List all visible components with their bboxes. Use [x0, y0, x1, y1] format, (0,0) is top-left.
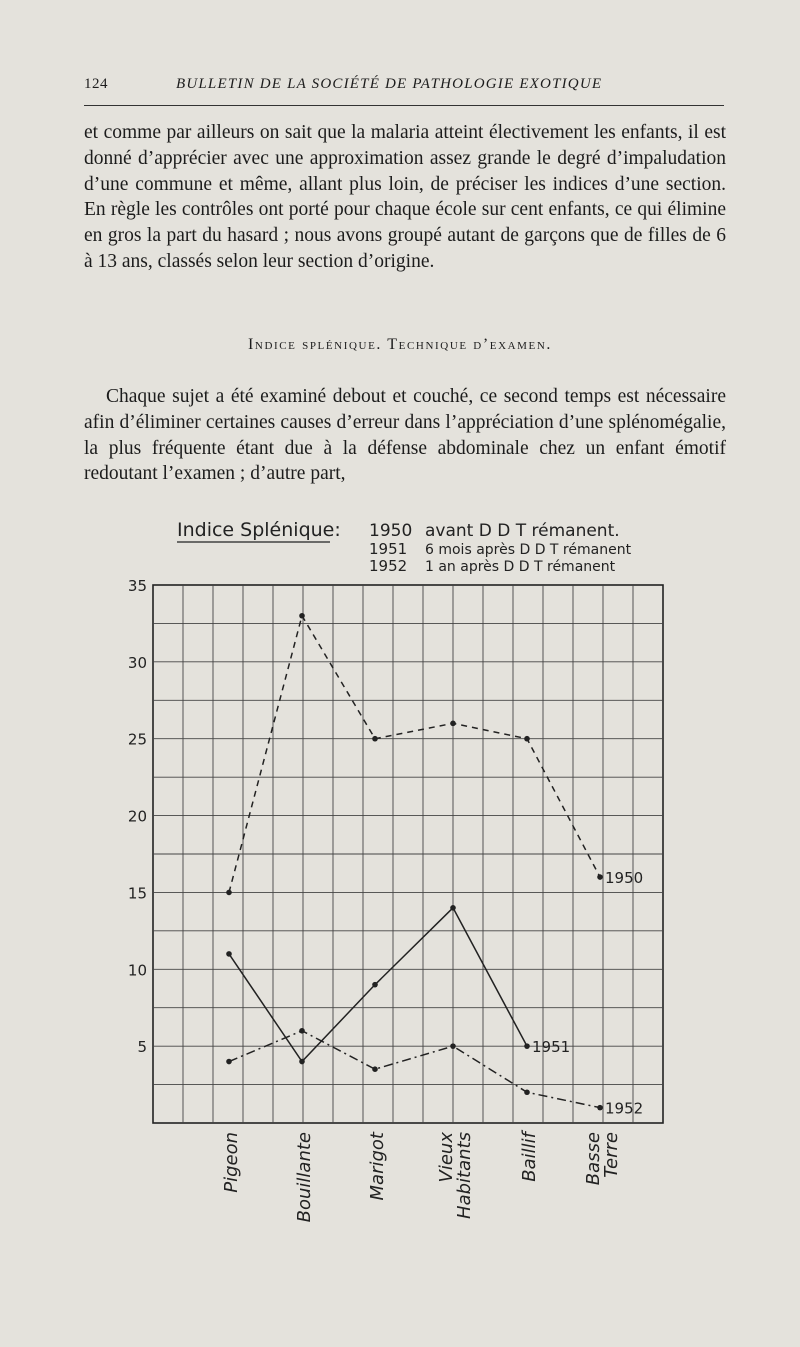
- y-tick-label: 5: [137, 1038, 147, 1057]
- y-tick-label: 35: [127, 577, 147, 595]
- data-point-1951: [524, 1043, 530, 1049]
- series-line-1950: [229, 616, 600, 893]
- series-end-label: 1951: [532, 1038, 571, 1057]
- data-point-1950: [524, 736, 530, 742]
- y-tick-label: 30: [127, 653, 147, 672]
- x-category-label: [583, 1132, 622, 1185]
- x-category-label-line: Pigeon: [221, 1132, 242, 1193]
- x-category-label-line: Baillif: [519, 1132, 540, 1182]
- x-category-label-line: Habitants: [454, 1132, 475, 1219]
- data-point-1952: [524, 1089, 530, 1095]
- y-tick-label: 15: [127, 884, 147, 903]
- x-category-label-line: Terre: [601, 1132, 622, 1178]
- x-category-label-line: Basse: [583, 1132, 604, 1186]
- section-heading: Indice splénique. Technique d’examen.: [247, 336, 553, 353]
- x-category-label: [221, 1132, 242, 1193]
- data-point-1950: [299, 613, 305, 619]
- journal-title: BULLETIN DE LA SOCIÉTÉ DE PATHOLOGIE EXOTIQUE: [176, 76, 603, 92]
- x-category-label-line: Vieux: [436, 1132, 457, 1183]
- series-end-label: 1950: [605, 869, 644, 888]
- x-category-label-line: Marigot: [367, 1132, 388, 1201]
- data-point-1950: [226, 890, 232, 896]
- legend-year: 1950: [369, 521, 413, 541]
- data-point-1950: [450, 721, 456, 727]
- data-point-1952: [372, 1066, 378, 1072]
- y-tick-label: 10: [127, 961, 147, 980]
- x-category-label: [519, 1129, 540, 1181]
- legend-text: 6 mois après D D T rémanent: [425, 542, 632, 558]
- data-point-1952: [226, 1059, 232, 1065]
- legend-text: avant D D T rémanent.: [425, 521, 620, 541]
- data-point-1951: [299, 1059, 305, 1065]
- data-point-1950: [597, 874, 603, 880]
- x-category-label: [294, 1132, 315, 1222]
- legend-year: 1952: [369, 557, 408, 575]
- y-tick-label: 25: [127, 730, 147, 749]
- data-point-1951: [372, 982, 378, 988]
- data-point-1951: [450, 905, 456, 911]
- x-category-label-line: Bouillante: [294, 1132, 315, 1223]
- data-point-1951: [226, 951, 232, 957]
- legend-year: 1951: [369, 540, 408, 558]
- data-point-1950: [372, 736, 378, 742]
- legend-text: 1 an après D D T rémanent: [425, 559, 616, 575]
- data-point-1952: [299, 1028, 305, 1034]
- x-category-label: [367, 1131, 388, 1200]
- chart-title: Indice Splénique:: [177, 519, 341, 541]
- body-paragraph: Chaque sujet a été examiné debout et couché, ce second temps est nécessaire afin d’éliminer certaines causes d’erreur dans l’appréciation d’une splénomégalie, la plus fréquente étant due à la défense abdominale chez un enfant émotif redoutant l’examen ; d’autre part,: [84, 386, 726, 485]
- y-tick-label: 20: [127, 807, 147, 826]
- body-paragraph: et comme par ailleurs on sait que la malaria atteint électivement les enfants, il est donné d’apprécier avec une approximation assez grande le degré d’impaludation d’une commune et même, allant plus loin, de préciser les indices d’une section. En règle les contrôles ont porté pour chaque école sur cent enfants, ce qui élimine en gros la part du hasard ; nous avons groupé autant de garçons que de filles de 6 à 13 ans, classés selon leur section d’origine.: [84, 122, 726, 272]
- x-category-label: [436, 1132, 475, 1219]
- data-point-1952: [450, 1043, 456, 1049]
- page-number: 124: [84, 76, 108, 92]
- data-point-1952: [597, 1105, 603, 1111]
- series-end-label: 1952: [605, 1099, 644, 1118]
